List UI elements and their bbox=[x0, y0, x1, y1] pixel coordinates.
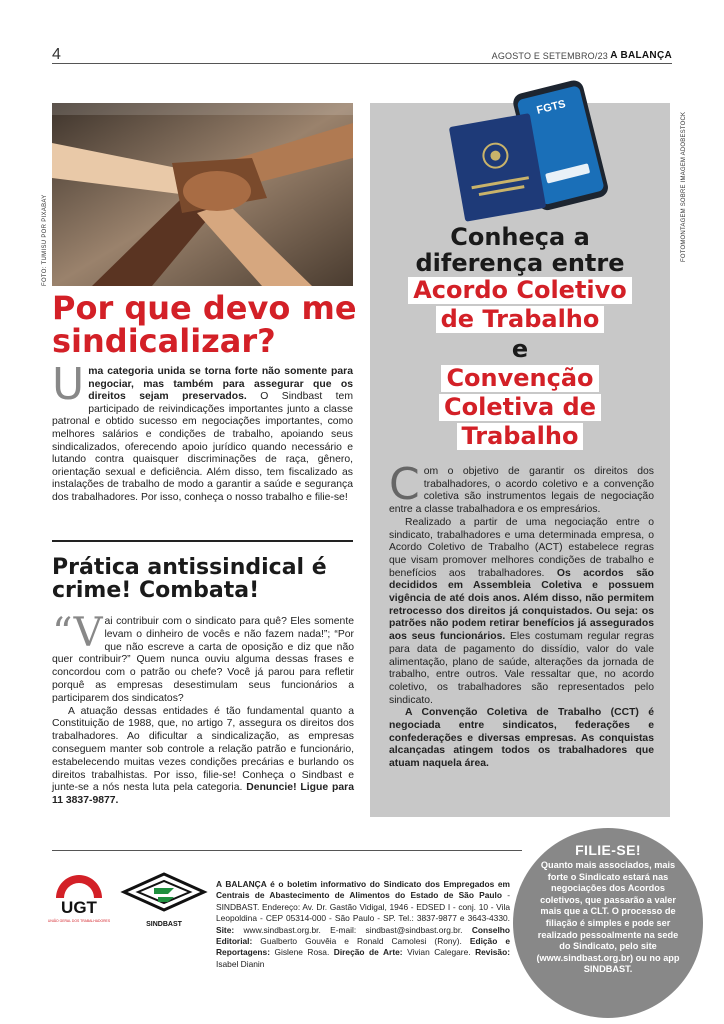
panel-title-red-3: Convenção bbox=[441, 365, 598, 392]
site-url[interactable]: www.sindbast.org.br. bbox=[234, 924, 321, 935]
panel-photo-credit: FOTOMONTAGEM SOBRE IMAGEM ADOBESTOCK bbox=[681, 111, 687, 262]
ugt-logo bbox=[47, 870, 111, 930]
panel-title-red-1: Acordo Coletivo bbox=[408, 277, 632, 304]
site-label: Site: bbox=[216, 924, 235, 935]
panel-title-red-5: Trabalho bbox=[457, 423, 584, 450]
paragraph-2-text: A atuação dessas entidades é tão fundamental quanto a Constituição de 1988, que, no artigo 7, assegura os direitos dos trabalhadores. Ao dificultar a sindicalização, as empresas conseguem manter sob controle a relação patrão e funcionário, estabelecendo muitas vezes condições precárias e burlando os direitos trabalhistas. Por isso, filie-se! Conheça o Sindbast e junte-se a nós nesta luta pela categoria. bbox=[52, 705, 354, 794]
section-title: Prática antissindical é crime! Combata! bbox=[52, 555, 327, 603]
masthead-text bbox=[216, 879, 510, 970]
ugt-caption: UNIÃO GERAL DOS TRABALHADORES bbox=[47, 919, 111, 923]
quote-drop-cap: “V bbox=[52, 610, 103, 656]
publication-name: A BALANÇA bbox=[610, 50, 672, 61]
panel-title bbox=[375, 224, 665, 451]
panel-title-conjunction: e bbox=[511, 335, 529, 363]
sindbast-caption: SINDBAST bbox=[146, 921, 182, 928]
direcao-label: Direção de Arte: bbox=[333, 947, 403, 958]
lead-bold: ma categoria unida se torna forte não somente para negociar, mas também para assegurar que os direitos sejam preservados. bbox=[88, 366, 353, 403]
masthead-brand: A BALANÇA bbox=[216, 879, 267, 889]
revisao-label: Revisão: bbox=[475, 947, 510, 958]
panel-drop-cap: C bbox=[389, 459, 420, 510]
sindbast-logo bbox=[118, 870, 210, 932]
paragraph-1-text: ai contribuir com o sindicato para quê? Eles somente levam o dinheiro de vocês e não fazem nada!”; “Por que não escreve a carta de oposição e diz que não quer contribuir?” Quem nunca ouviu alguma dessas frases e concordou com o patrão ou chefe? Você já parou para refletir porquê as empresas desestimulam seus funcionários a participarem dos sindicatos? bbox=[52, 616, 354, 704]
photo-credit: FOTO: TUMISU POR PIXABAY bbox=[42, 194, 48, 286]
panel-paragraph-1 bbox=[389, 459, 654, 517]
article-title: Por que devo me sindicalizar? bbox=[52, 289, 357, 360]
filie-se-callout bbox=[513, 828, 703, 1018]
hands-photo bbox=[52, 103, 353, 286]
masthead-address: - SINDBAST. Endereço: Av. Dr. Gastão Vidigal, 1946 - EDSED I - conj. 10 - Vila Leopoldina - CEP 05314-000 - São Paulo - SP. Tel.: 3837-9877 e 3643-4330. bbox=[216, 890, 510, 924]
conselho-names: Gualberto Gouvêia e Ronald Camolesi (Rony). bbox=[252, 936, 470, 947]
panel-paragraph-2-bold: Os acordos são decididos em Assembleia Coletiva e possuem vigência de até dois anos. Além disso, não permitem retrocesso dos direitos já conquistados. Ou seja: os patrões não podem retirar benefícios já assegurados aos seus funcionários. bbox=[389, 567, 654, 643]
article-lead bbox=[52, 359, 353, 505]
masthead-description: é o boletim informativo do Sindicato dos Empregados em Centrais de Abastecimento de Alimentos do Estado de São Paulo bbox=[216, 879, 510, 901]
page-header bbox=[52, 44, 672, 64]
panel-title-red-2: de Trabalho bbox=[436, 306, 605, 333]
fgts-phone-illustration bbox=[445, 78, 635, 218]
direcao-names: Vivian Calegare. bbox=[402, 947, 476, 958]
revisao-names: Isabel Dianin bbox=[216, 958, 265, 969]
section-paragraph-1 bbox=[52, 610, 354, 706]
lead-text: O Sindbast tem participado de reivindicações importantes junto a classe patronal e obtido sucesso em negociações importantes, como melhores salários e condições de trabalho, apoiando seus sindicalizados, oferecendo apoio jurídico quando necessário e lutando contra quaisquer discriminações de raça, gênero, orientação sexual e deficiência. Além disso, tem fiscalizado as instalações de trabalho de modo a garantir a saúde e segurança dos trabalhadores. Por isso, conheça o nosso trabalho e filie-se! bbox=[52, 391, 353, 503]
callout-title: FILIE-SE! bbox=[575, 842, 641, 858]
footer-divider bbox=[52, 850, 522, 851]
panel-body bbox=[389, 459, 654, 771]
section-paragraph-2 bbox=[52, 706, 354, 808]
section-divider bbox=[52, 540, 353, 542]
panel-title-line-2: diferença entre bbox=[415, 249, 625, 277]
ugt-logo-text: UGT bbox=[61, 898, 97, 917]
panel-paragraph-2-text-a: Realizado a partir de uma negociação entre o sindicato, trabalhadores e uma determinada empresa, o Acordo Coletivo de Trabalho (ACT) estabelece regras que visam promover melhores condições de trabalho e benefícios aos trabalhadores. bbox=[389, 516, 654, 579]
edicao-label: Edição e Reportagens: bbox=[216, 936, 510, 958]
panel-paragraph-3-bold: A Convenção Coletiva de Trabalho (CCT) é negociada entre sindicatos, federações e confederações e diversas empresas. As conquistas alcançadas atingem todos os trabalhadores que atuam naquela área. bbox=[389, 707, 654, 770]
edicao-names: Gislene Rosa. bbox=[269, 947, 334, 958]
panel-paragraph-3 bbox=[389, 707, 654, 771]
callout-body: Quanto mais associados, mais forte o Sindicato estará nas negociações dos Acordos coletivos, que passarão a valer mais que a CLT. O processo de filiação é simples e pode ser realizado pessoalmente na sede do Sindicato, pelo site (www.sindbast.org.br) ou no app SINDBAST. bbox=[536, 860, 680, 975]
email-address[interactable]: E-mail: sindbast@sindbast.org.br. bbox=[320, 924, 472, 935]
hands-illustration bbox=[52, 103, 353, 286]
drop-cap: U bbox=[52, 359, 85, 410]
panel-paragraph-2 bbox=[389, 517, 654, 708]
conselho-label: Conselho Editorial: bbox=[216, 924, 510, 947]
panel-paragraph-2-text-b: Eles costumam regular regras para data de pagamento do dissídio, valor do vale alimentação, plano de saúde, alterações da jornada de trabalho, entre outros. Vale ressaltar que, no acordo coletivo, os trabalhadores são representados pelo sindicato. bbox=[389, 631, 654, 706]
section-body bbox=[52, 610, 354, 808]
panel-paragraph-1-text: om o objetivo de garantir os direitos dos trabalhadores, o acordo coletivo e a convenção coletiva são instrumentos legais de negociação entre a classe trabalhadora e os empresários. bbox=[389, 466, 654, 516]
panel-title-line-1: Conheça a bbox=[450, 223, 590, 251]
panel-title-red-4: Coletiva de bbox=[439, 394, 601, 421]
denuncie-callout: Denuncie! Ligue para 11 3837-9877. bbox=[52, 782, 354, 807]
fgts-label: FGTS bbox=[535, 98, 567, 117]
issue-date: AGOSTO E SETEMBRO/23 bbox=[491, 51, 608, 61]
page-number: 4 bbox=[52, 46, 61, 63]
